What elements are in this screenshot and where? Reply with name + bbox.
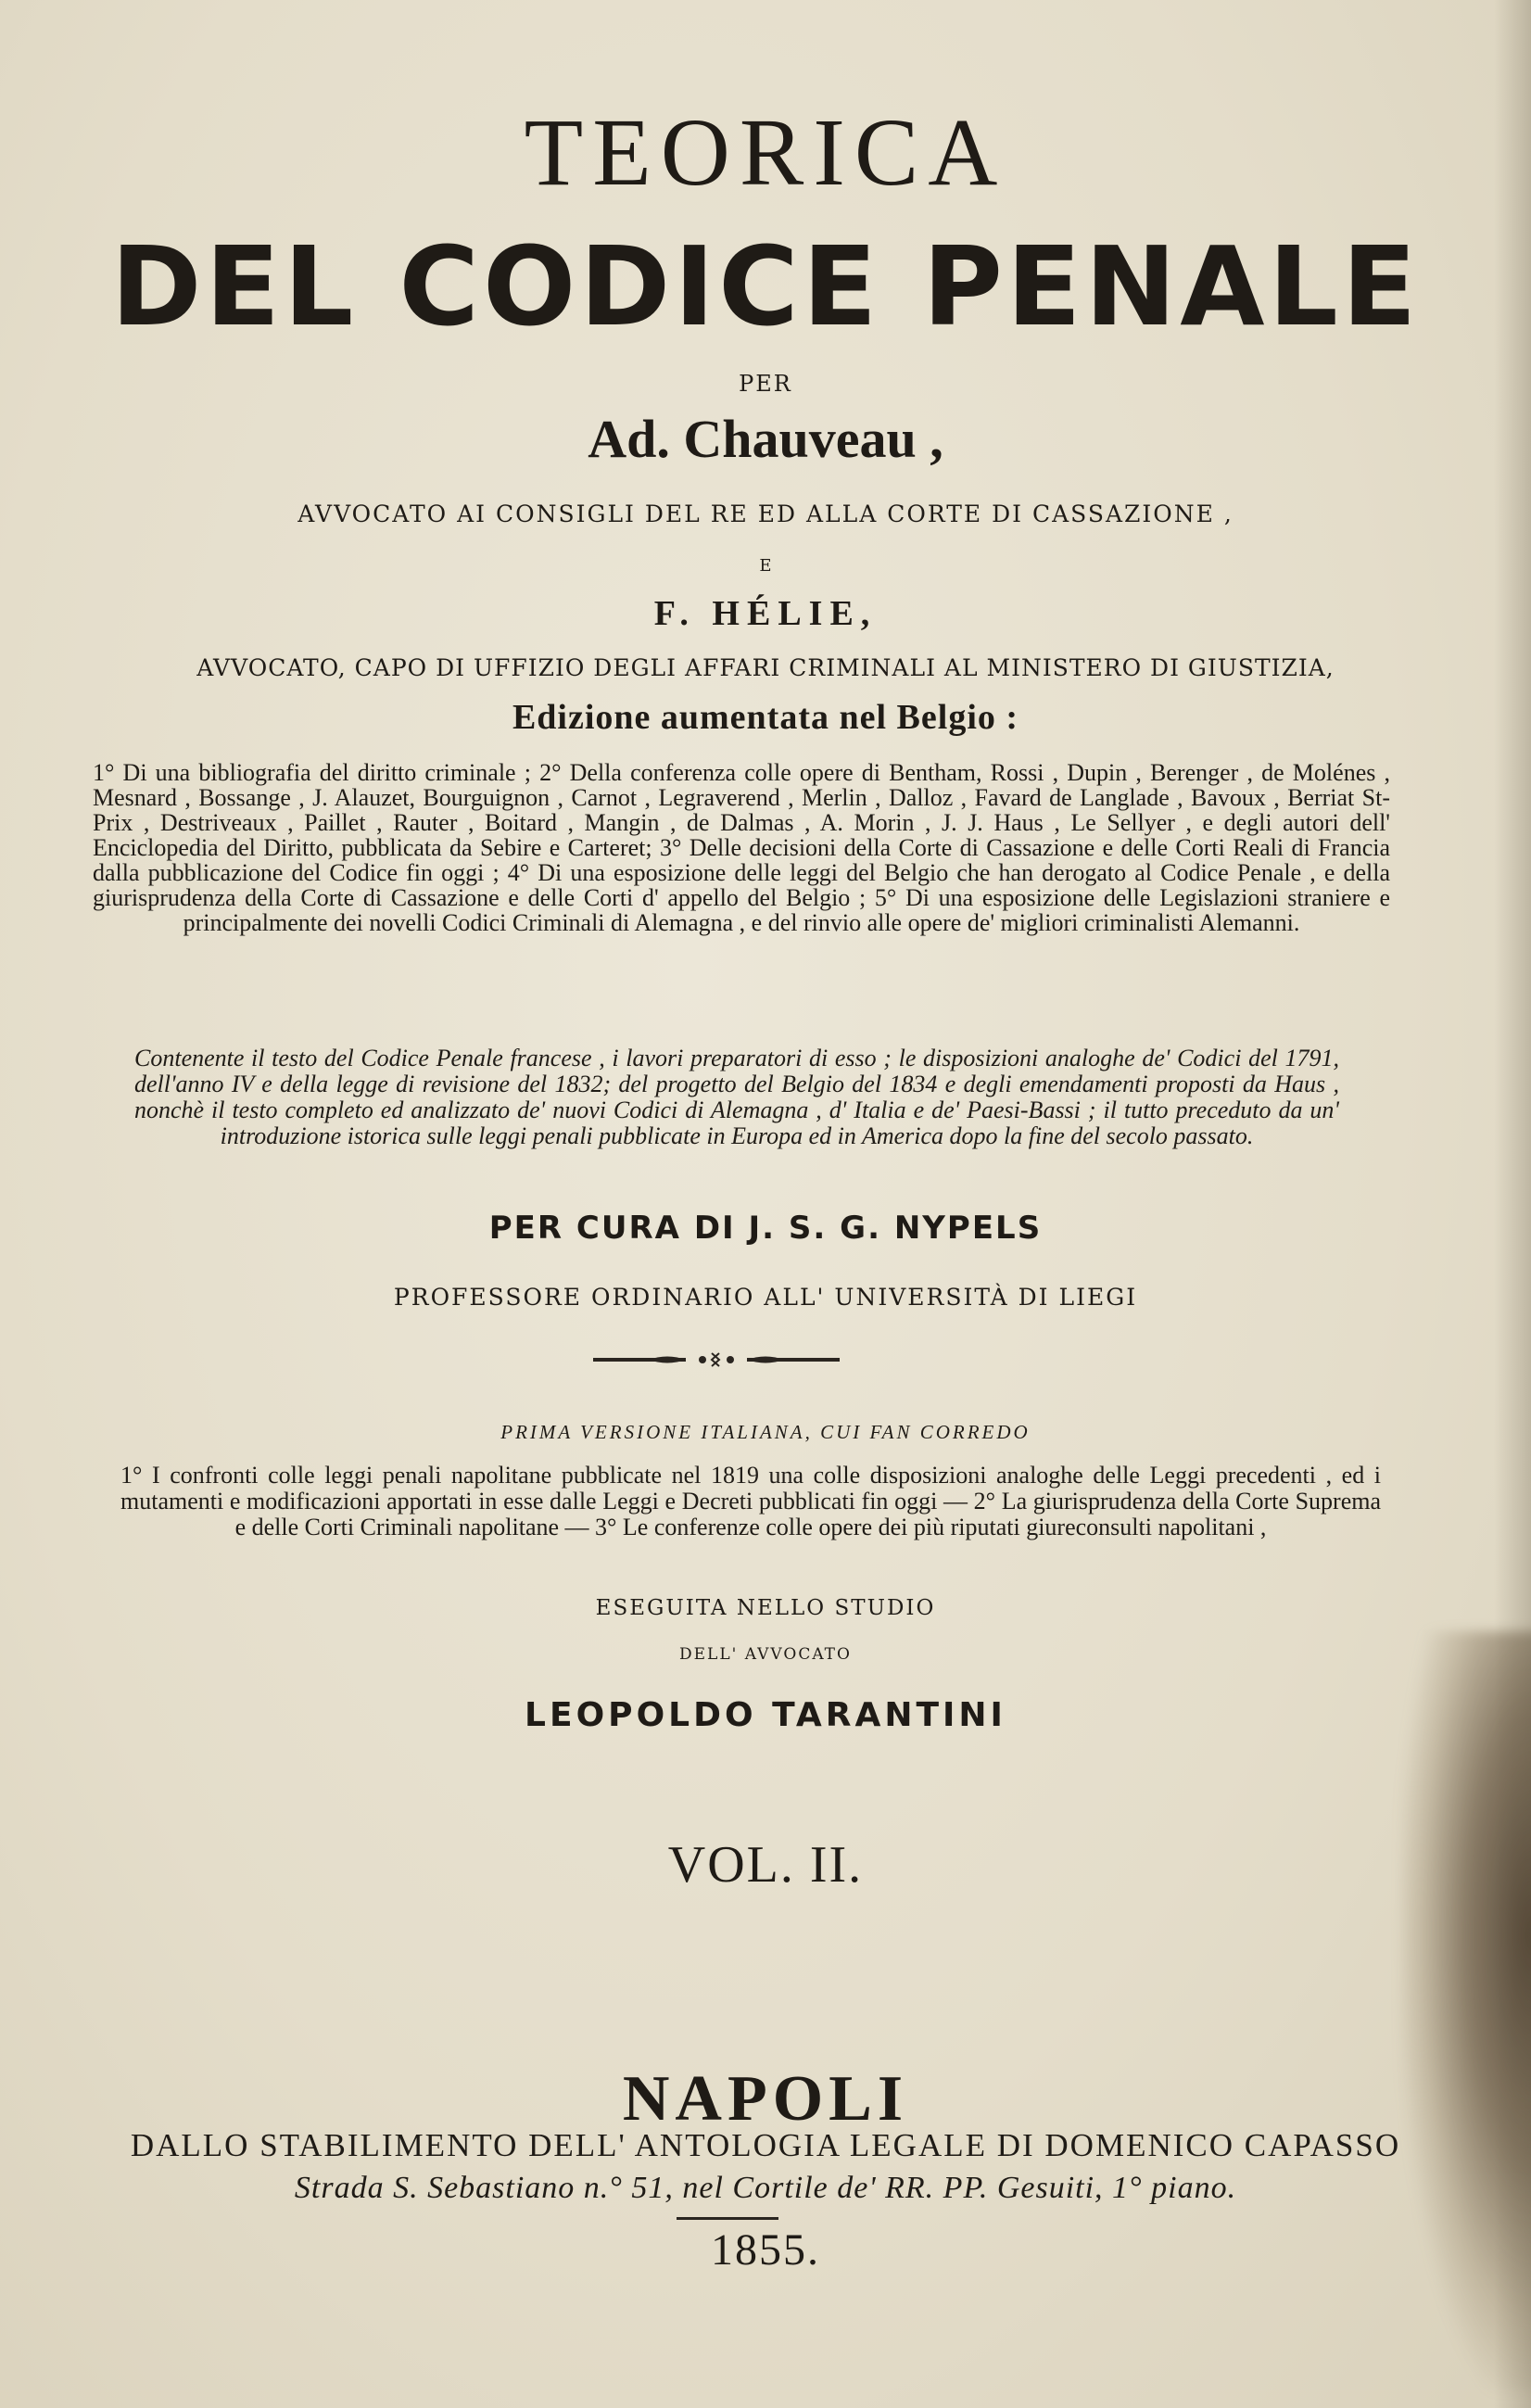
lawyer-name: LEOPOLDO TARANTINI: [525, 1696, 1006, 1734]
imprint-publisher: DALLO STABILIMENTO DELL' ANTOLOGIA LEGALE DI DOMENICO CAPASSO: [130, 2127, 1401, 2163]
imprint-address: Strada S. Sebastiano n.° 51, nel Cortile de' RR. PP. Gesuiti, 1° piano.: [294, 2171, 1237, 2205]
lawyer-label: DELL' AVVOCATO: [679, 1645, 852, 1664]
edition-heading: Edizione aumentata nel Belgio :: [512, 698, 1019, 737]
edition-contents: 1° Di una bibliografia del diritto criminale ; 2° Della conferenza colle opere di Bentham, Rossi , Dupin , Berenger , de Molénes , Mesnard , Bossange , J. Alauzet, Bourguignon , Carnot , Legraverend , Merlin , Dalloz , Favard de Langlade , Bavoux , Berriat St-Prix , Destriveaux , Paillet , Rauter , Boitard , Mangin , de Dalmas , A. Morin , J. J. Haus , Le Sellyer , e degli autori dell' Enciclopedia del Diritto, pubblicata da Sebire e Carteret; 3° Delle decisioni della Corte di Cassazione e delle Corti Reali di Francia dalla pubblicazione del Codice fin oggi ; 4° Di una esposizione delle leggi del Belgio che han derogato al Codice Penale , e della giurisprudenza della Corte di Cassazione e delle Corti d' appello del Belgio ; 5° Di una esposizione delle Legislazioni straniere e principalmente dei novelli Codici Criminali di Alemagna , e del rinvio alle opere de' migliori criminalisti Alemanni.: [93, 759, 1390, 936]
imprint-rule: [677, 2217, 778, 2220]
imprint-city: NAPOLI: [622, 2063, 909, 2135]
title-line-2: DEL CODICE PENALE: [110, 222, 1421, 350]
editor-role: PROFESSORE ORDINARIO ALL' UNIVERSITÀ DI LIEGI: [393, 1284, 1138, 1311]
author-chauveau: Ad. Chauveau ,: [588, 409, 943, 469]
author-helie-role: AVVOCATO, CAPO DI UFFIZIO DEGLI AFFARI CRIMINALI AL MINISTERO DI GIUSTIZIA,: [196, 654, 1335, 681]
ornament-divider: [593, 1346, 840, 1374]
contents-note: Contenente il testo del Codice Penale francese , i lavori preparatori di esso ; le disposizioni analoghe de' Codici del 1791, dell'anno IV e della legge di revisione del 1832; del progetto del Belgio del 1834 e degli emendamenti proposti da Haus , nonchè il testo completo ed analizzato de' nuovi Codici di Alemagna , d' Italia e de' Paesi-Bassi ; il tutto preceduto da un' introduzione istorica sulle leggi penali pubblicate in Europa ed in America dopo la fine del secolo passato.: [134, 1045, 1339, 1149]
imprint-year: 1855.: [711, 2225, 820, 2275]
author-helie: F. HÉLIE,: [653, 594, 878, 633]
by-label: PER: [739, 371, 792, 397]
italian-version-heading: PRIMA VERSIONE ITALIANA, CUI FAN CORREDO: [500, 1421, 1031, 1443]
italian-contents: 1° I confronti colle leggi penali napolitane pubblicate nel 1819 una colle disposizioni analoghe delle Leggi precedenti , ed i mutamenti e modificazioni apportati in esse dalle Leggi e Decreti pubblicati fin oggi — 2° La giurisprudenza della Corte Suprema e delle Corti Criminali napolitane — 3° Le conferenze colle opere dei più riputati giureconsulti napolitani ,: [120, 1462, 1381, 1540]
executed-line: ESEGUITA NELLO STUDIO: [595, 1596, 936, 1620]
volume-number: VOL. II.: [667, 1836, 864, 1894]
page-edge-shadow: [1494, 0, 1531, 2408]
author-chauveau-role: AVVOCATO AI CONSIGLI DEL RE ED ALLA CORTE DI CASSAZIONE ,: [297, 501, 1234, 527]
editor-line: PER CURA DI J. S. G. NYPELS: [488, 1210, 1043, 1247]
conjunction: E: [759, 556, 772, 576]
title-line-1: TEORICA: [524, 99, 1007, 206]
